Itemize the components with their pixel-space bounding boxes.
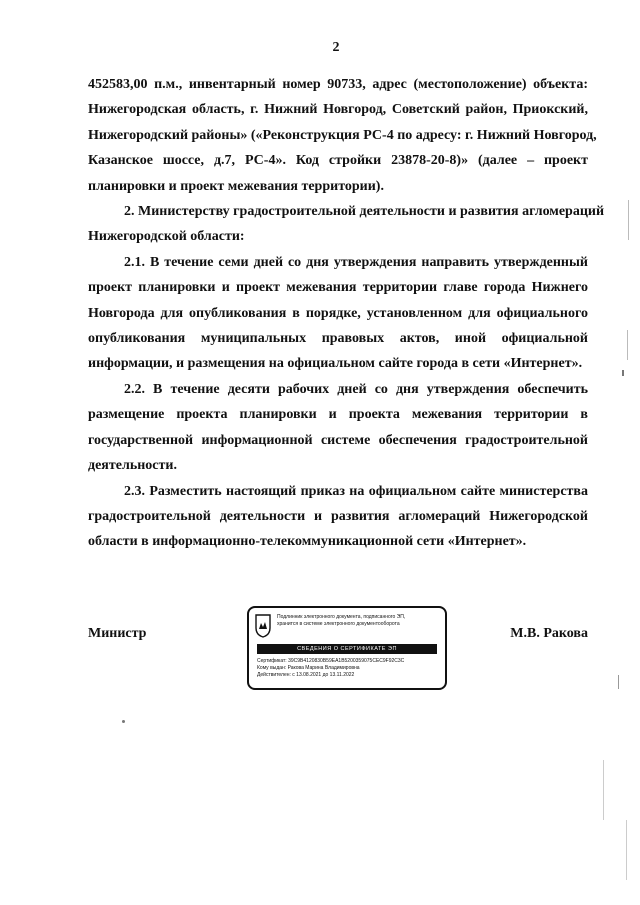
text-line: 2.2. В течение десяти рабочих дней со дня утверждения обеспечить [124, 381, 588, 397]
text-line: информации, и размещения на официальном сайте города в сети «Интернет». [88, 356, 583, 372]
stamp-issued-to: Кому выдан: Ракова Марина Владимировна [257, 665, 360, 671]
paragraph [88, 72, 597, 199]
stamp-validity: Действителен: с 13.08.2021 до 13.11.2022 [257, 672, 355, 678]
scan-edge-mark [628, 200, 629, 240]
text-line: Казанское шоссе, д.7, РС-4». Код стройки 23878-20-8)» (далее – проект [88, 153, 588, 169]
paragraph [88, 479, 588, 555]
page-number: 2 [332, 40, 340, 55]
signatory-name: М.В. Ракова [510, 626, 588, 641]
text-line: 452583,00 п.м., инвентарный номер 90733, адрес (местоположение) объекта: [88, 77, 588, 92]
scan-edge-mark [626, 820, 627, 880]
text-line: области в информационно-телекоммуникационной сети «Интернет». [88, 534, 527, 550]
text-line: 2.1. В течение семи дней со дня утверждения направить утвержденный [124, 254, 588, 270]
text-line: Нижегородская область, г. Нижний Новгород, Советский район, Приокский, [88, 102, 588, 118]
text-line: планировки и проект межевания территории). [88, 178, 384, 194]
text-line: градостроительной деятельности и развития агломераций Нижегородской [88, 508, 588, 524]
scan-edge-mark [627, 330, 628, 360]
text-line: опубликования муниципальных правовых актов, иной официальной [88, 331, 588, 347]
text-line: размещение проекта планировки и проекта межевания территории в [88, 407, 588, 423]
text-line: Нижегородский районы» («Реконструкция РС-4 по адресу: г. Нижний Новгород, [88, 127, 597, 143]
stamp-certificate-details [257, 658, 443, 679]
paragraph [88, 250, 588, 377]
scan-edge-mark [603, 760, 604, 820]
paragraph [88, 377, 588, 479]
text-line: 2.3. Разместить настоящий приказ на официальном сайте министерства [124, 483, 588, 499]
scan-edge-mark [618, 675, 619, 689]
paragraph [88, 199, 605, 250]
stamp-certificate-number: Сертификат: 39C9B4120830B59EA1B5200359075CEC9F92C3C [257, 658, 405, 664]
text-line: проект планировки и проект межевания территории главе города Нижнего [88, 280, 588, 296]
stamp-certificate-bar: СВЕДЕНИЯ О СЕРТИФИКАТЕ ЭП [257, 644, 437, 654]
document-body [88, 72, 605, 555]
signatory-title: Министр [88, 626, 147, 641]
text-line: Новгорода для опубликования в порядке, установленном для официального [88, 305, 588, 321]
stamp-header [277, 614, 443, 628]
electronic-signature-stamp [247, 606, 447, 690]
scan-dot [122, 720, 125, 723]
stamp-header-line: Подлинник электронного документа, подписанного ЭП, [277, 614, 406, 620]
scan-edge-mark [622, 370, 624, 376]
stamp-header-line: хранится в системе электронного документооборота [277, 621, 400, 627]
text-line: Нижегородской области: [88, 229, 245, 245]
text-line: государственной информационной системе обеспечения градостроительной [88, 432, 588, 448]
text-line: деятельности. [88, 458, 177, 474]
coat-of-arms-icon [255, 614, 271, 638]
text-line: 2. Министерству градостроительной деятельности и развития агломераций [124, 204, 605, 220]
